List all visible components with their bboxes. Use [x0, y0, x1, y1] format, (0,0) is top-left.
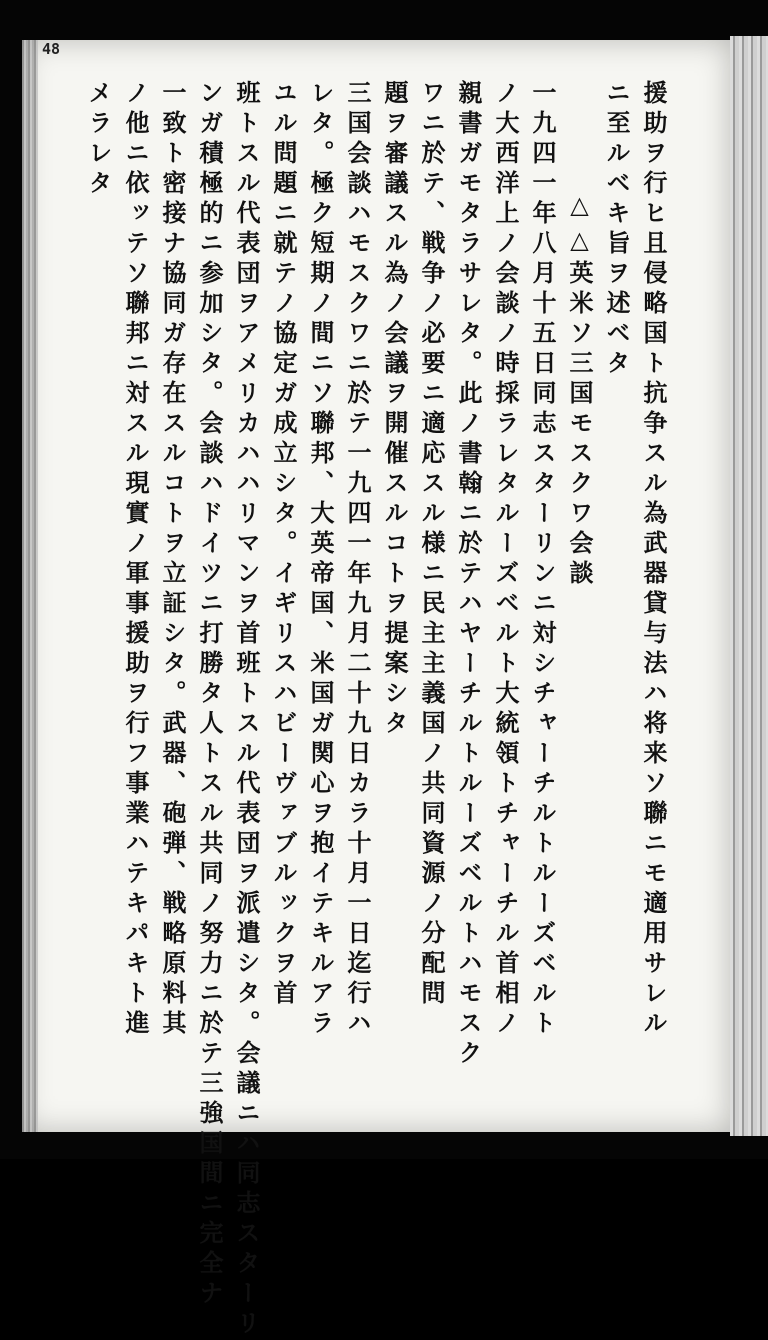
- page-stack-edge-left: [22, 40, 38, 1132]
- text-line: ンガ積極的ニ参加シタ。会談ハドイツニ打勝タ人トスル共同ノ努力ニ於テ三強国間ニ完全ナ: [195, 80, 224, 1310]
- text-line: 一九四一年八月十五日同志スターリンニ対シチャーチルトルーズベルト: [528, 80, 557, 1040]
- text-line: ユル問題ニ就テノ協定ガ成立シタ。イギリスハビーヴァブルックヲ首: [269, 80, 298, 1010]
- page-number: 48: [42, 40, 61, 58]
- text-line: メラレタ: [84, 80, 113, 200]
- text-line: 一致ト密接ナ協同ガ存在スルコトヲ立証シタ。武器、砲弾、戦略原料其: [158, 80, 187, 1040]
- section-heading: △△英米ソ三国モスクワ会談: [565, 190, 594, 590]
- text-line: ワニ於テ、戦争ノ必要ニ適応スル様ニ民主主義国ノ共同資源ノ分配問: [417, 80, 446, 1010]
- text-line: ニ至ルベキ旨ヲ述ベタ: [602, 80, 631, 380]
- text-line: 三国会談ハモスクワニ於テ一九四一年九月二十九日カラ十月一日迄行ハ: [343, 80, 372, 1040]
- text-line: 援助ヲ行ヒ且侵略国ト抗争スル為武器貸与法ハ将来ソ聯ニモ適用サレル: [639, 80, 668, 1040]
- text-line: 題ヲ審議スル為ノ会議ヲ開催スルコトヲ提案シタ: [380, 80, 409, 740]
- text-line: レタ。極ク短期ノ間ニソ聯邦、大英帝国、米国ガ関心ヲ抱イテキルアラ: [306, 80, 335, 1040]
- page-stack-edge-right: [730, 36, 768, 1136]
- text-line: ノ他ニ依ッテソ聯邦ニ対スル現實ノ軍事援助ヲ行フ事業ハテキパキト進: [121, 80, 150, 1040]
- text-line: 親書ガモタラサレタ。此ノ書翰ニ於テハヤーチルトルーズベルトハモスク: [454, 80, 483, 1070]
- vertical-text-block: [70, 80, 670, 1340]
- text-line: 班トスル代表団ヲアメリカハハリマンヲ首班トスル代表団ヲ派遣シタ。会議ニハ同志スターリ: [232, 80, 261, 1340]
- text-line: ノ大西洋上ノ会談ノ時採ラレタルーズベルト大統領トチャーチル首相ノ: [491, 80, 520, 1040]
